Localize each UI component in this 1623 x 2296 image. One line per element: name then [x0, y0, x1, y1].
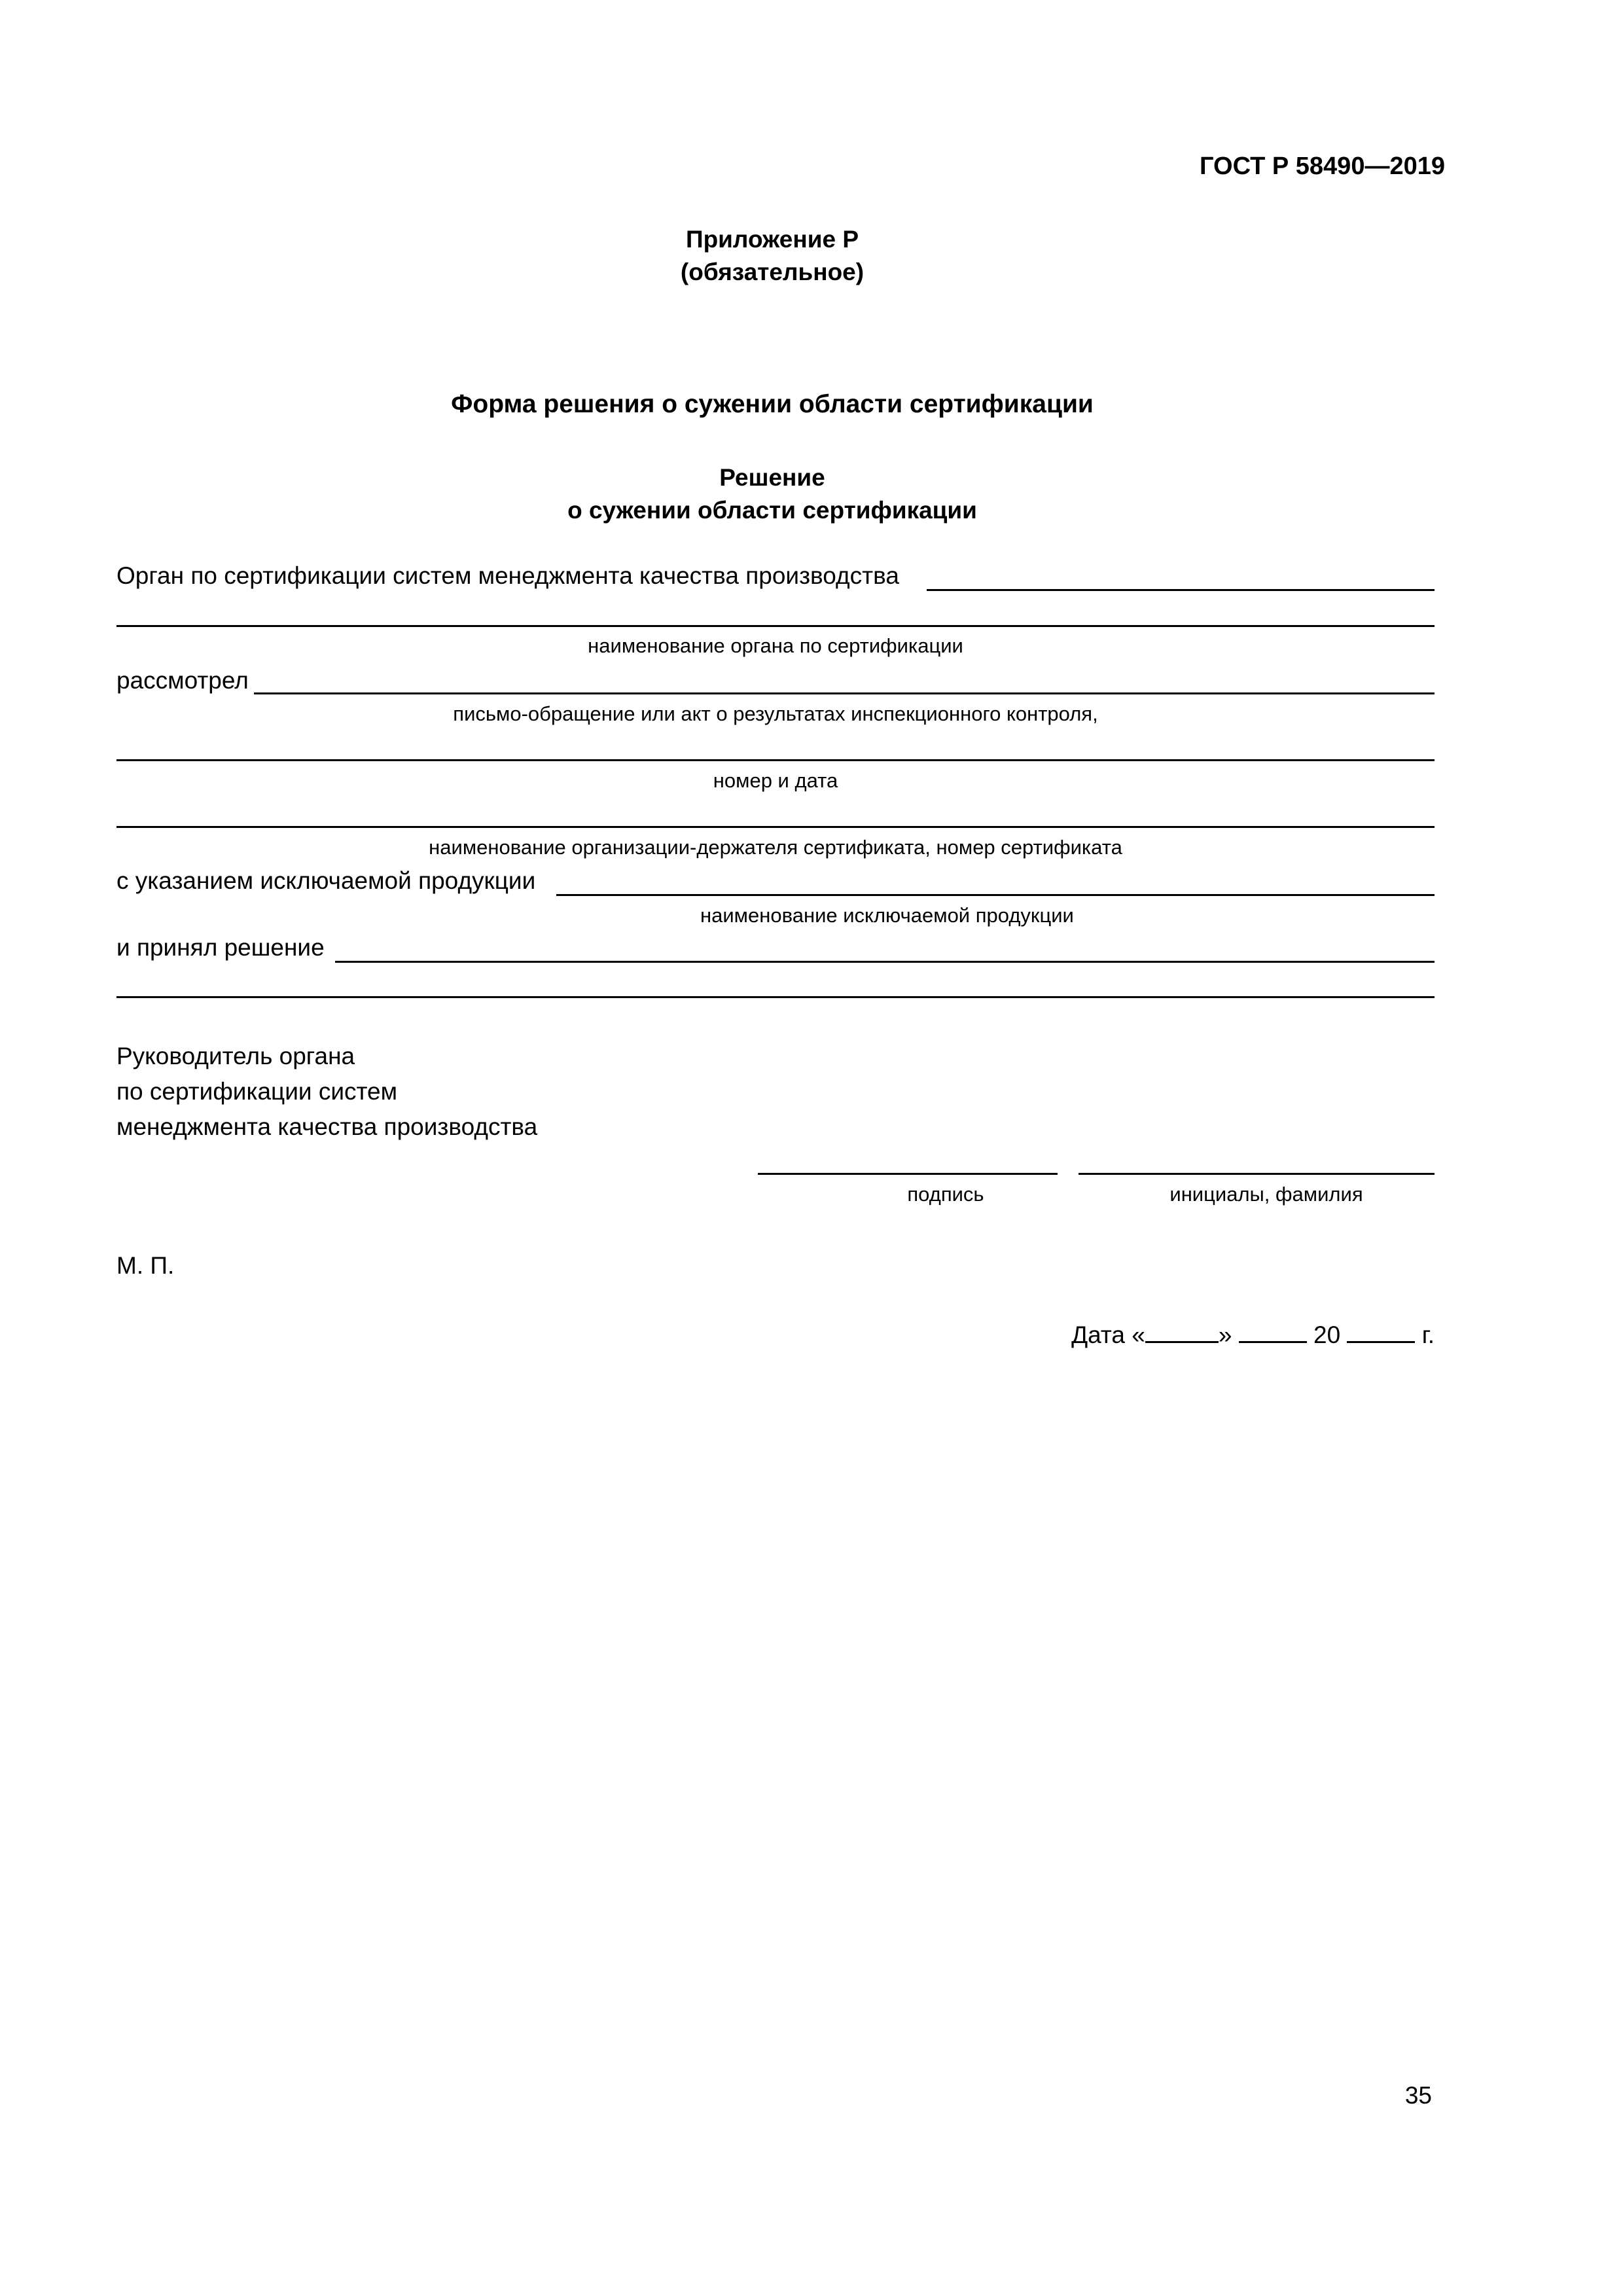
- excluded-input-line[interactable]: [556, 894, 1435, 896]
- reviewed-label: рассмотрел: [116, 667, 249, 694]
- appendix-label: Приложение Р: [685, 226, 859, 253]
- date-month-blank[interactable]: [1239, 1341, 1307, 1343]
- date-quote-close: »: [1218, 1321, 1232, 1348]
- excluded-caption: наименование исключаемой продукции: [700, 904, 1074, 927]
- stamp-mark: М. П.: [116, 1252, 175, 1279]
- form-heading-line2: о сужении области сертификации: [567, 497, 977, 524]
- date-prefix: Дата «: [1071, 1321, 1145, 1348]
- excluded-label: с указанием исключаемой продукции: [116, 867, 536, 894]
- decision-input-line[interactable]: [335, 961, 1435, 963]
- signatory-line1: Руководитель органа: [116, 1043, 355, 1069]
- name-input-line[interactable]: [1079, 1173, 1435, 1175]
- date-year-blank[interactable]: [1347, 1341, 1415, 1343]
- holder-caption: наименование организации-держателя сертификата, номер сертификата: [429, 836, 1122, 859]
- date-field: [1071, 1321, 1435, 1350]
- reviewed-caption: письмо-обращение или акт о результатах инспекционного контроля,: [453, 702, 1098, 725]
- organ-label: Орган по сертификации систем менеджмента качества производства: [116, 562, 899, 589]
- decision-input-line-2[interactable]: [116, 996, 1435, 998]
- page-number: 35: [1404, 2082, 1432, 2109]
- page-title: Форма решения о сужении области сертификации: [451, 390, 1094, 418]
- name-caption: инициалы, фамилия: [1169, 1183, 1363, 1206]
- organ-caption: наименование органа по сертификации: [588, 634, 963, 657]
- organ-input-line-2[interactable]: [116, 625, 1435, 627]
- date-day-blank[interactable]: [1145, 1341, 1219, 1343]
- date-century: 20: [1313, 1321, 1341, 1348]
- date-suffix: г.: [1421, 1321, 1435, 1348]
- signatory-line2: по сертификации систем: [116, 1078, 398, 1105]
- reviewed-caption-2: номер и дата: [713, 769, 838, 792]
- signatory-line3: менеджмента качества производства: [116, 1113, 538, 1140]
- reviewed-input-line[interactable]: [254, 692, 1435, 694]
- signature-caption: подпись: [907, 1183, 984, 1206]
- standard-number: ГОСТ Р 58490—2019: [1200, 152, 1445, 180]
- decision-label: и принял решение: [116, 934, 325, 961]
- appendix-status: (обязательное): [680, 259, 865, 285]
- signature-input-line[interactable]: [758, 1173, 1058, 1175]
- reviewed-input-line-2[interactable]: [116, 759, 1435, 761]
- organ-input-line[interactable]: [927, 589, 1435, 591]
- holder-input-line[interactable]: [116, 826, 1435, 828]
- form-heading-line1: Решение: [719, 464, 825, 491]
